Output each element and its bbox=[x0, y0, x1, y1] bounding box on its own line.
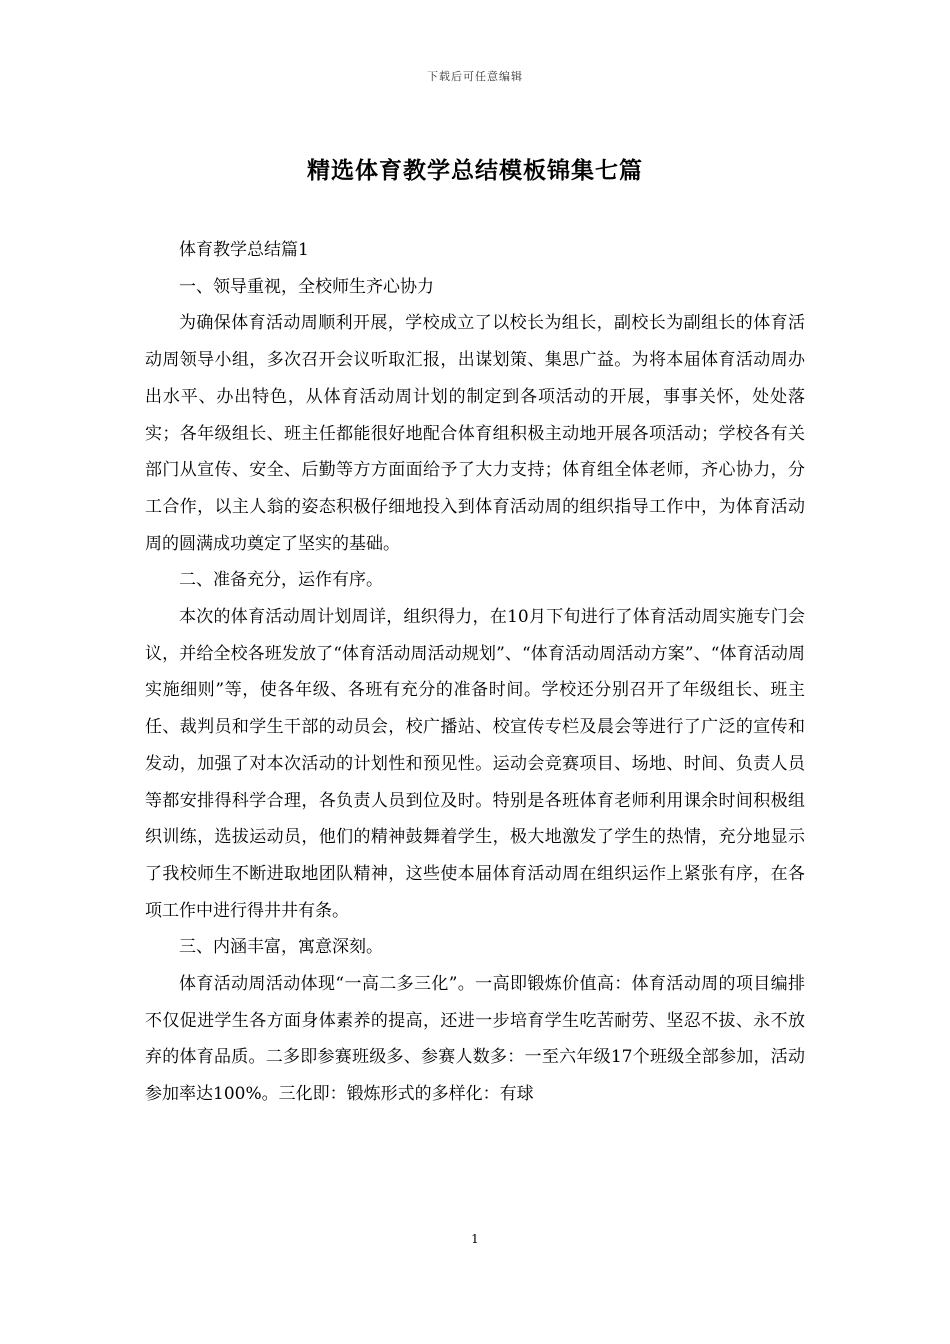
document-body bbox=[145, 232, 805, 1113]
section-heading: 体育教学总结篇1 bbox=[179, 240, 309, 260]
body-paragraph: 本次的体育活动周计划周详，组织得力，在10月下旬进行了体育活动周实施专门会议，并给全校各班发放了“体育活动周活动规划”、“体育活动周活动方案”、“体育活动周实施细则”等，使各年级、各班有充分的准备时间。学校还分别召开了年级组长、班主任、裁判员和学生干部的动员会，校广播站、校宣传专栏及晨会等进行了广泛的宣传和发动，加强了对本次活动的计划性和预见性。运动会竞赛项目、场地、时间、负责人员等都安排得科学合理，各负责人员到位及时。特别是各班体育老师利用课余时间积极组织训练，选拔运动员，他们的精神鼓舞着学生，极大地激发了学生的热情，充分地显示了我校师生不断进取地团队精神，这些使本届体育活动周在组织运作上紧张有序，在各项工作中进行得井井有条。 bbox=[145, 607, 805, 921]
subheading: 二、准备充分，运作有序。 bbox=[179, 570, 383, 591]
subheading: 一、领导重视，全校师生齐心协力 bbox=[179, 276, 434, 297]
body-paragraph: 体育活动周活动体现“一高二多三化”。一高即锻炼价值高：体育活动周的项目编排不仅促进学生各方面身体素养的提高，还进一步培育学生吃苦耐劳、坚忍不拔、永不放弃的体育品质。二多即参赛班级多、参赛人数多：一至六年级17个班级全部参加，活动参加率达100%。三化即：锻炼形式的多样化：有球 bbox=[145, 974, 805, 1105]
page-number: 1 bbox=[471, 1232, 479, 1246]
document-title: 精选体育教学总结模板锦集七篇 bbox=[307, 157, 643, 184]
header-note: 下载后可任意编辑 bbox=[427, 70, 523, 83]
body-paragraph: 为确保体育活动周顺利开展，学校成立了以校长为组长，副校长为副组长的体育活动周领导小组，多次召开会议听取汇报，出谋划策、集思广益。为将本届体育活动周办出水平、办出特色，从体育活动周计划的制定到各项活动的开展，事事关怀，处处落实；各年级组长、班主任都能很好地配合体育组积极主动地开展各项活动；学校各有关部门从宣传、安全、后勤等方方面面给予了大力支持；体育组全体老师，齐心协力，分工合作，以主人翁的姿态积极仔细地投入到体育活动周的组织指导工作中，为体育活动周的圆满成功奠定了坚实的基础。 bbox=[145, 313, 805, 554]
subheading: 三、内涵丰富，寓意深刻。 bbox=[179, 937, 383, 958]
